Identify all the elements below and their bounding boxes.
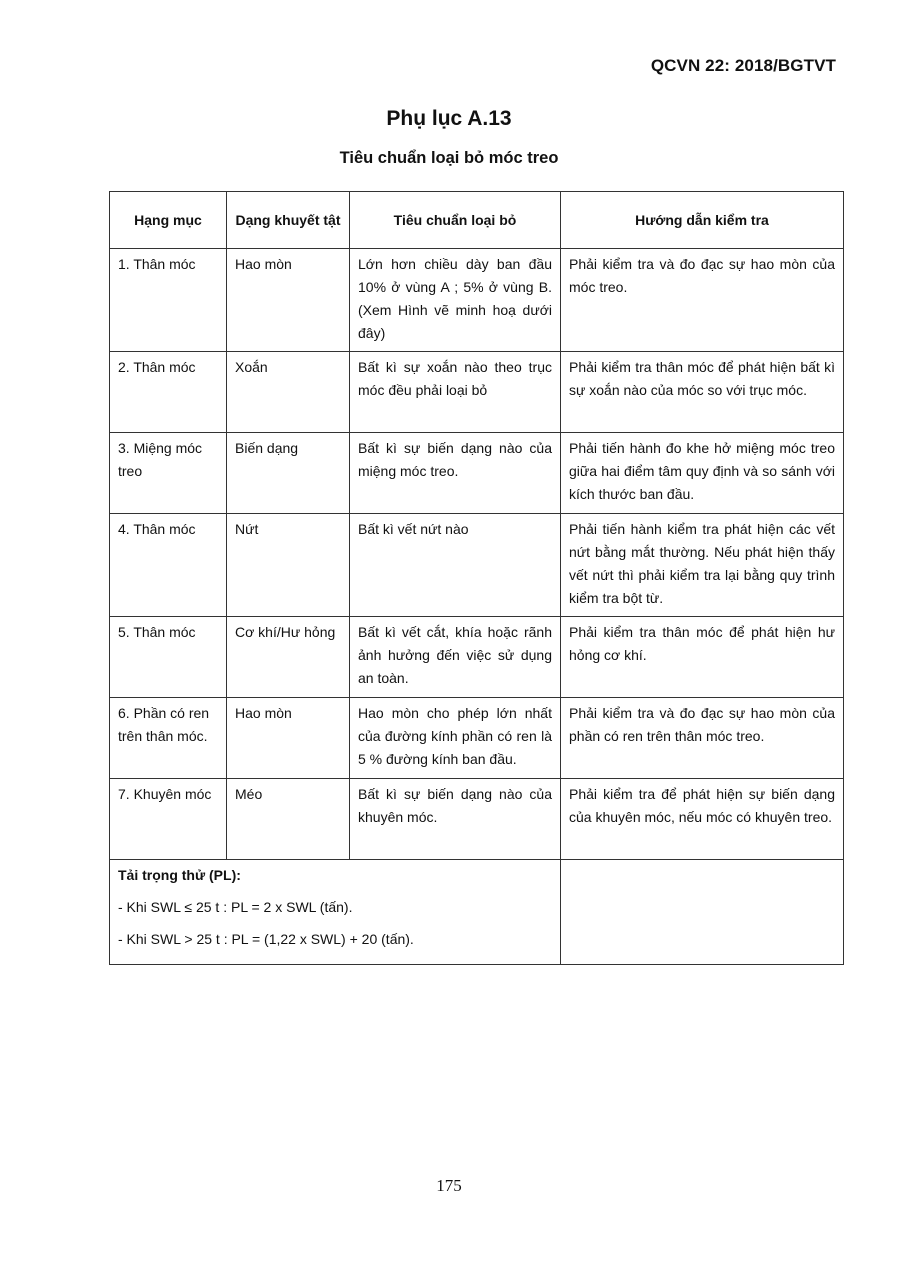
cell-defect-type: Nứt bbox=[227, 514, 350, 617]
table-row bbox=[110, 433, 844, 514]
cell-rejection-criteria: Hao mòn cho phép lớn nhất của đường kính phần có ren là 5 % đường kính ban đầu. bbox=[350, 698, 561, 779]
cell-defect-type: Hao mòn bbox=[227, 249, 350, 352]
table-row bbox=[110, 617, 844, 698]
cell-inspection-guide: Phải kiểm tra và đo đạc sự hao mòn của móc treo. bbox=[561, 249, 844, 352]
cell-defect-type: Cơ khí/Hư hỏng bbox=[227, 617, 350, 698]
document-code: QCVN 22: 2018/BGTVT bbox=[650, 56, 836, 75]
cell-category: 7. Khuyên móc bbox=[110, 779, 227, 860]
test-load-row bbox=[110, 860, 844, 965]
cell-rejection-criteria: Bất kì vết nứt nào bbox=[350, 514, 561, 617]
test-load-title: Tải trọng thử (PL): bbox=[118, 867, 241, 883]
table-row bbox=[110, 779, 844, 860]
cell-category: 6. Phần có ren trên thân móc. bbox=[110, 698, 227, 779]
cell-defect-type: Méo bbox=[227, 779, 350, 860]
page-number: 175 bbox=[436, 1176, 462, 1195]
table-row bbox=[110, 698, 844, 779]
empty-cell bbox=[561, 860, 844, 965]
header-inspection-guide: Hướng dẫn kiểm tra bbox=[561, 192, 844, 249]
cell-category: 3. Miệng móc treo bbox=[110, 433, 227, 514]
test-load-line: - Khi SWL ≤ 25 t : PL = 2 x SWL (tấn). bbox=[118, 899, 353, 915]
test-load-line: - Khi SWL > 25 t : PL = (1,22 x SWL) + 20 (tấn). bbox=[118, 931, 414, 947]
cell-inspection-guide: Phải kiểm tra thân móc để phát hiện hư hỏng cơ khí. bbox=[561, 617, 844, 698]
cell-category: 2. Thân móc bbox=[110, 352, 227, 433]
cell-defect-type: Biến dạng bbox=[227, 433, 350, 514]
cell-inspection-guide: Phải kiểm tra và đo đạc sự hao mòn của phần có ren trên thân móc treo. bbox=[561, 698, 844, 779]
header-defect-type: Dạng khuyết tật bbox=[227, 192, 350, 249]
cell-inspection-guide: Phải tiến hành đo khe hở miệng móc treo giữa hai điểm tâm quy định và so sánh với kích thước ban đầu. bbox=[561, 433, 844, 514]
header-category: Hạng mục bbox=[110, 192, 227, 249]
cell-inspection-guide: Phải tiến hành kiểm tra phát hiện các vết nứt bằng mắt thường. Nếu phát hiện thấy vết nứt thì phải kiểm tra lại bằng quy trình kiểm tra bột từ. bbox=[561, 514, 844, 617]
header-rejection-criteria: Tiêu chuẩn loại bỏ bbox=[350, 192, 561, 249]
cell-rejection-criteria: Bất kì sự xoắn nào theo trục móc đều phải loại bỏ bbox=[350, 352, 561, 433]
cell-rejection-criteria: Bất kì sự biến dạng nào của khuyên móc. bbox=[350, 779, 561, 860]
cell-defect-type: Xoắn bbox=[227, 352, 350, 433]
appendix-subtitle: Tiêu chuẩn loại bỏ móc treo bbox=[339, 149, 559, 167]
cell-rejection-criteria: Bất kì vết cắt, khía hoặc rãnh ảnh hưởng đến việc sử dụng an toàn. bbox=[350, 617, 561, 698]
cell-category: 4. Thân móc bbox=[110, 514, 227, 617]
test-load-cell bbox=[110, 860, 561, 965]
table-row bbox=[110, 352, 844, 433]
cell-defect-type: Hao mòn bbox=[227, 698, 350, 779]
table-header-row bbox=[110, 192, 844, 249]
cell-category: 1. Thân móc bbox=[110, 249, 227, 352]
rejection-criteria-table bbox=[109, 191, 844, 965]
table-row bbox=[110, 249, 844, 352]
cell-rejection-criteria: Bất kì sự biến dạng nào của miệng móc treo. bbox=[350, 433, 561, 514]
cell-inspection-guide: Phải kiểm tra để phát hiện sự biến dạng của khuyên móc, nếu móc có khuyên treo. bbox=[561, 779, 844, 860]
table-row bbox=[110, 514, 844, 617]
cell-rejection-criteria: Lớn hơn chiều dày ban đầu 10% ở vùng A ; 5% ở vùng B. (Xem Hình vẽ minh hoạ dưới đây) bbox=[350, 249, 561, 352]
cell-inspection-guide: Phải kiểm tra thân móc để phát hiện bất kì sự xoắn nào của móc so với trục móc. bbox=[561, 352, 844, 433]
cell-category: 5. Thân móc bbox=[110, 617, 227, 698]
appendix-title: Phụ lục A.13 bbox=[386, 107, 512, 130]
